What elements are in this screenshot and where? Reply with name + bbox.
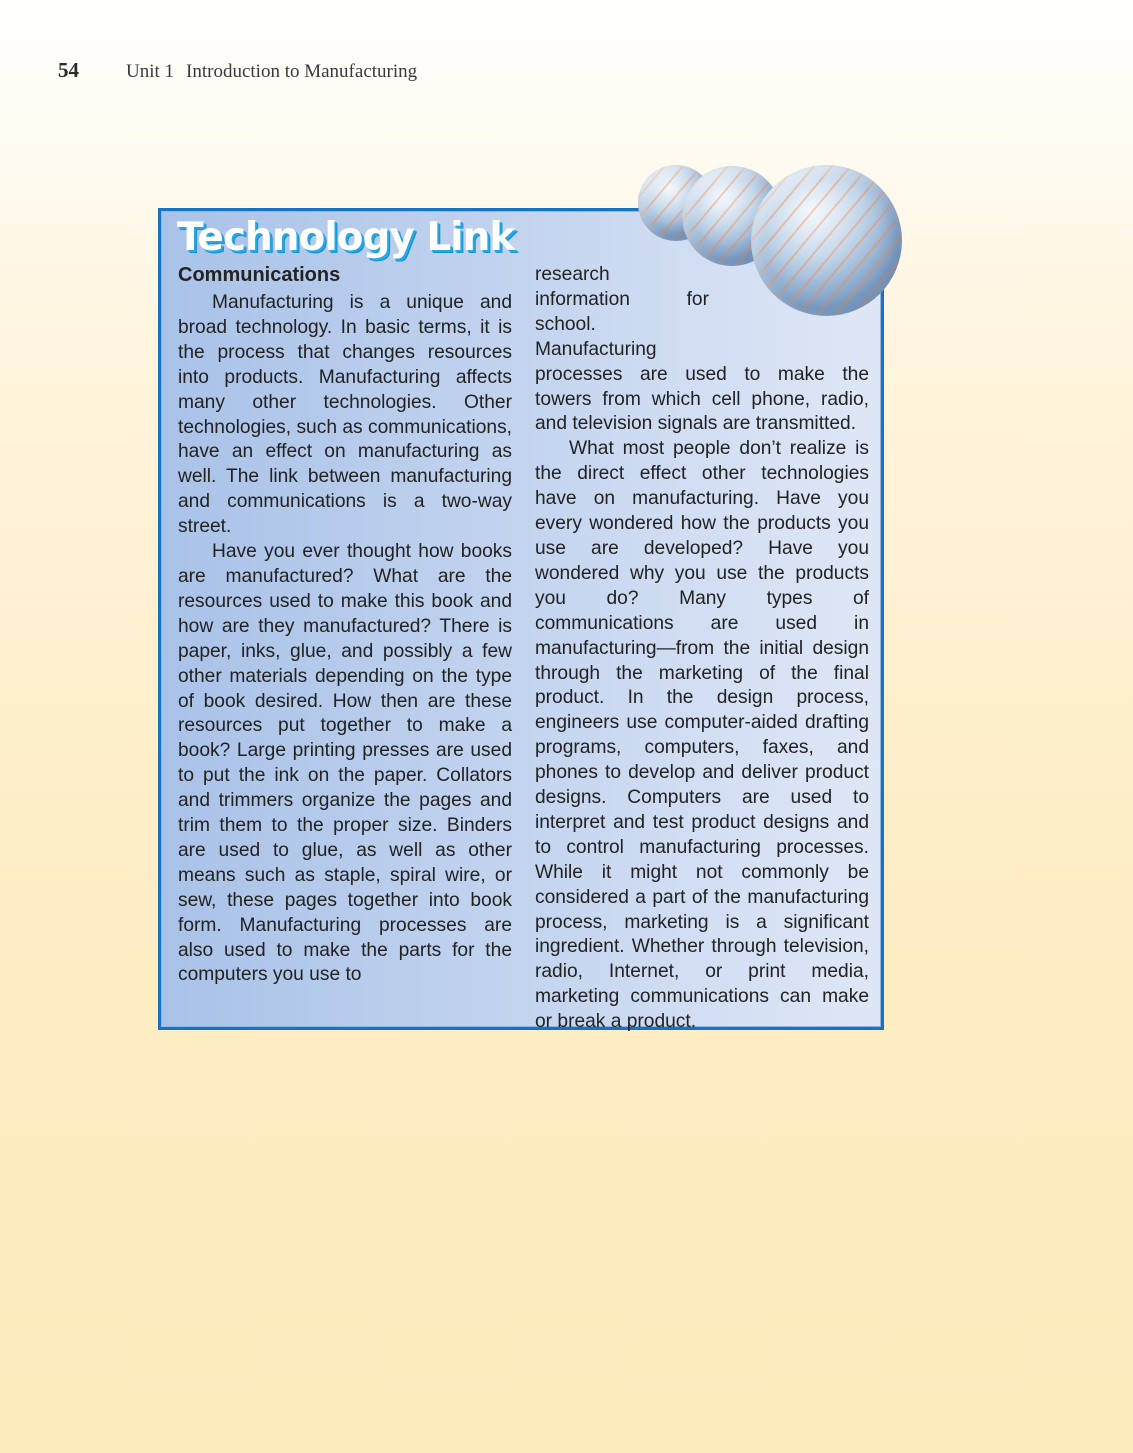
paragraph: Manufacturing is a unique and broad technology. In basic terms, it is the process that changes resources into products. Manufacturing affects many other technologies. Other technologies, such as communications, have an effect on manufacturing as well. The link between manufacturing and communications is a two-way street. bbox=[178, 292, 512, 538]
unit-label: Unit 1 bbox=[126, 61, 175, 82]
right-column bbox=[535, 263, 869, 1035]
running-head bbox=[58, 58, 417, 88]
paragraph: Have you ever thought how books are manufactured? What are the resources used to make this book and how are they manufactured? There is paper, inks, glue, and possibly a few other materials depending on the type of book desired. How then are these resources put together to make a book? Large printing presses are used to put the ink on the paper. Collators and trimmers organize the pages and trim them to the proper size. Binders are used to glue, as well as other means such as staple, spiral wire, or sew, these pages together into book form. Manufacturing processes are also used to make the parts for the computers you use to bbox=[178, 541, 512, 986]
paragraph: research information for school. Manufacturing processes are used to make the towers from which cell phone, radio, and television signals are transmitted. bbox=[535, 264, 869, 435]
subheading: Communications bbox=[178, 264, 341, 286]
technology-link-box bbox=[158, 208, 884, 1033]
chapter-title: Introduction to Manufacturing bbox=[186, 61, 418, 82]
globe-image bbox=[751, 165, 902, 316]
paragraph: What most people don’t realize is the direct effect other technologies have on manufacturing. Have you every wondered how the products you use are developed? Have you wondered why you use the products you do? Many types of communications are used in manufacturing—from the initial design through the marketing of the final product. In the design process, engineers use computer-aided drafting programs, computers, faxes, and phones to develop and deliver product designs. Computers are used to interpret and test product designs and to control manufacturing processes. While it might not commonly be considered a part of the manufacturing process, marketing is a significant ingredient. Whether through television, radio, Internet, or print media, marketing communications can make or break a product. bbox=[535, 438, 869, 1033]
box-title: Technology Link bbox=[177, 215, 515, 260]
page-number: 54 bbox=[58, 58, 79, 82]
left-column bbox=[178, 263, 512, 988]
